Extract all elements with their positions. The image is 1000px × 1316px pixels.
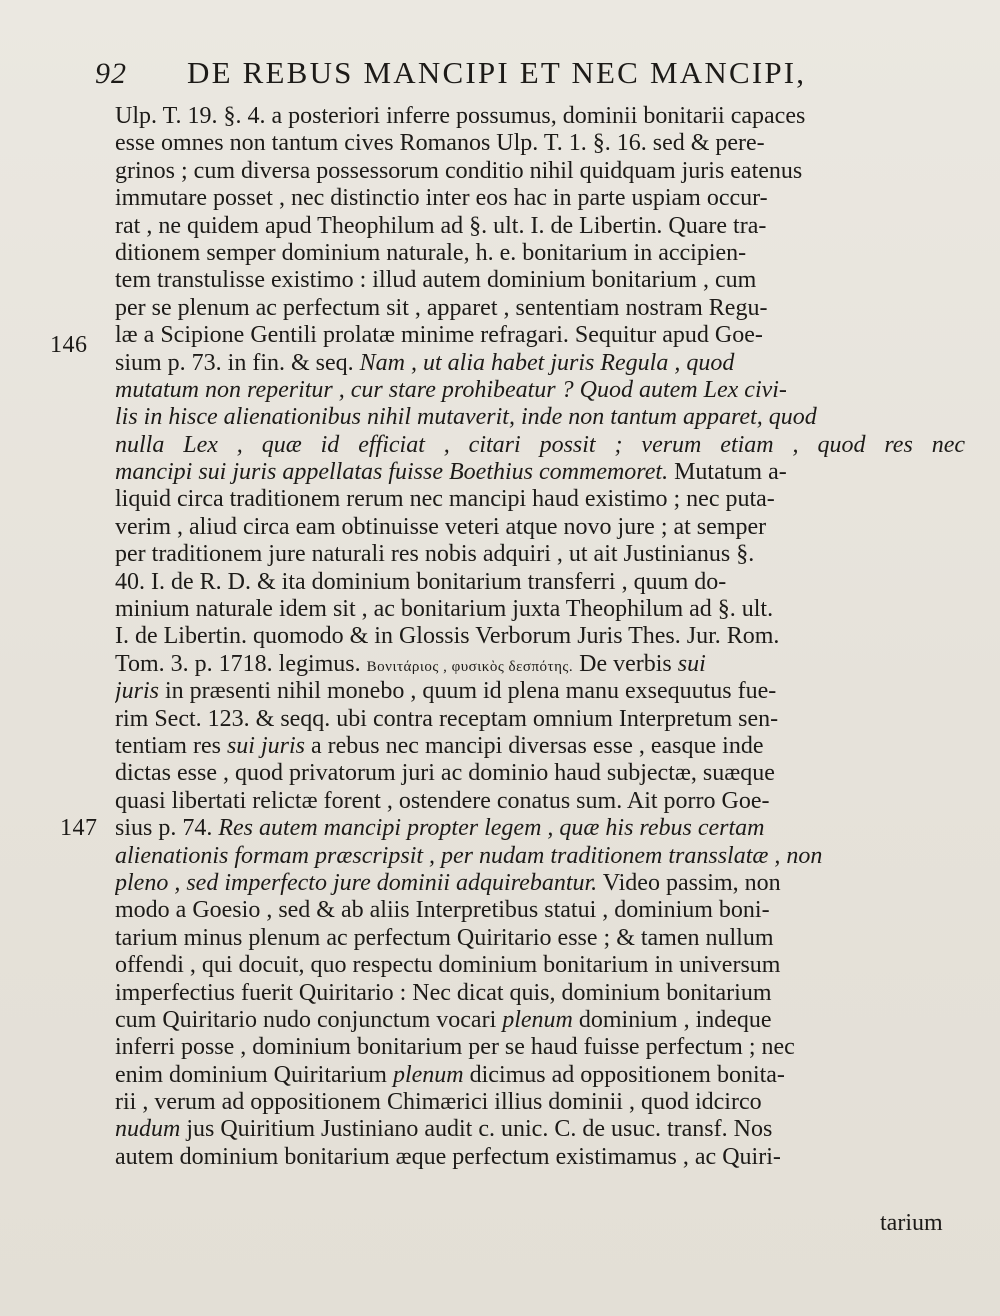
running-head: DE REBUS MANCIPI ET NEC MANCIPI, (187, 55, 807, 90)
text-line (115, 952, 965, 979)
roman-text: 40. I. de R. D. & ita dominium bonitarium transferri , quum do- (115, 568, 727, 595)
italic-text: Nam , ut alia habet juris Regula , quod (359, 349, 735, 376)
text-line (115, 815, 965, 842)
roman-text: enim dominium Quiritarium (115, 1061, 393, 1088)
italic-text: nudum (115, 1116, 181, 1143)
text-line (115, 322, 965, 349)
text-line (115, 267, 965, 294)
italic-text: lis in hisce alienationibus nihil mutaverit, inde non tantum apparet, quod (115, 404, 817, 431)
text-line (115, 706, 965, 733)
text-line (115, 1116, 965, 1143)
roman-text: Video passim, non (597, 869, 781, 896)
text-line (115, 295, 965, 322)
roman-text: per se plenum ac perfectum sit , apparet , sententiam nostram Regu- (115, 294, 768, 321)
text-line (115, 651, 965, 678)
text-line (115, 240, 965, 267)
text-line (115, 541, 965, 568)
text-line (115, 486, 965, 513)
text-line (115, 1062, 965, 1089)
text-line (115, 459, 965, 486)
text-line (115, 185, 965, 212)
italic-text: Res autem mancipi propter legem , quæ his rebus certam (218, 815, 765, 842)
roman-text: læ a Scipione Gentili prolatæ minime refragari. Sequitur apud Goe- (115, 322, 763, 349)
text-line (115, 158, 965, 185)
text-line (115, 377, 965, 404)
text-line (115, 733, 965, 760)
roman-text: cum Quiritario nudo conjunctum vocari (115, 1006, 503, 1033)
text-line (115, 980, 965, 1007)
italic-text: plenum (392, 1061, 464, 1088)
roman-text: dictas esse , quod privatorum juri ac dominio haud subjectæ, suæque (115, 760, 775, 787)
greek-text: Βονιτάριος , φυσικὸς δεσπότης. (366, 658, 574, 675)
italic-text: sui (677, 650, 706, 677)
roman-text: tentiam res (115, 732, 227, 759)
catchword: tarium (880, 1210, 943, 1236)
roman-text: Ulp. T. 19. §. 4. a posteriori inferre possumus, dominii bonitarii capaces (115, 103, 806, 129)
roman-text: autem dominium bonitarium æque perfectum existimamus , ac Quiri- (115, 1143, 781, 1170)
text-line (115, 514, 965, 541)
roman-text: grinos ; cum diversa possessorum conditio nihil quidquam juris eatenus (115, 157, 803, 184)
italic-text: mutatum non reperitur , cur stare prohibeatur ? Quod autem Lex civi- (115, 376, 787, 403)
roman-text: verim , aliud circa eam obtinuisse veteri atque novo jure ; at semper (115, 513, 767, 540)
text-line (115, 432, 965, 459)
text-line (115, 1089, 965, 1116)
roman-text: sium p. 73. in fin. & seq. (115, 349, 360, 376)
roman-text: in præsenti nihil monebo , quum id plena manu exsequutus fue- (159, 678, 777, 705)
text-line (115, 404, 965, 431)
text-line (115, 843, 965, 870)
roman-text: inferri posse , dominium bonitarium per se haud fuisse perfectum ; nec (115, 1034, 795, 1061)
roman-text: offendi , qui docuit, quo respectu dominium bonitarium in universum (115, 952, 781, 979)
roman-text: liquid circa traditionem rerum nec mancipi haud existimo ; nec puta- (115, 486, 775, 513)
italic-text: mancipi sui juris appellatas fuisse Boethius commemoret. (115, 459, 669, 486)
text-line (115, 213, 965, 240)
italic-text: juris (115, 678, 160, 705)
text-line (115, 1144, 965, 1171)
text-line (115, 1034, 965, 1061)
text-line (115, 760, 965, 787)
margin-number-146: 146 (50, 332, 88, 358)
roman-text: sius p. 74. (115, 815, 219, 842)
italic-text: nulla Lex , quæ id efficiat , citari possit ; verum etiam , quod res nec (115, 431, 965, 458)
text-line (115, 623, 965, 650)
text-line (115, 596, 965, 623)
roman-text: minium naturale idem sit , ac bonitarium juxta Theophilum ad §. ult. (115, 596, 774, 623)
roman-text: rat , ne quidem apud Theophilum ad §. ult. I. de Libertin. Quare tra- (115, 212, 767, 239)
roman-text: Tom. 3. p. 1718. legimus. (115, 650, 367, 677)
text-line (115, 870, 965, 897)
italic-text: plenum (502, 1006, 573, 1033)
roman-text: a rebus nec mancipi diversas esse , easque inde (305, 732, 764, 759)
roman-text: modo a Goesio , sed & ab aliis Interpretibus statui , dominium boni- (115, 897, 770, 924)
roman-text: tarium minus plenum ac perfectum Quiritario esse ; & tamen nullum (115, 924, 774, 951)
roman-text: rim Sect. 123. & seqq. ubi contra receptam omnium Interpretum sen- (115, 705, 779, 732)
roman-text: esse omnes non tantum cives Romanos Ulp. T. 1. §. 16. sed & pere- (115, 130, 765, 157)
text-line (115, 130, 965, 157)
italic-text: alienationis formam præscripsit , per nudam traditionem transslatæ , non (115, 842, 823, 869)
roman-text: dominium , indeque (572, 1006, 772, 1033)
page-number: 92 (95, 57, 127, 90)
roman-text: ditionem semper dominium naturale, h. e. bonitarium in accipien- (115, 239, 747, 266)
roman-text: tem transtulisse existimo : illud autem dominium bonitarium , cum (115, 267, 757, 294)
text-line (115, 350, 965, 377)
roman-text: per traditionem jure naturali res nobis adquiri , ut ait Justinianus §. (115, 541, 755, 568)
text-line (115, 788, 965, 815)
roman-text: Mutatum a- (668, 459, 787, 486)
italic-text: sui juris (226, 732, 305, 759)
text-line (115, 897, 965, 924)
roman-text: imperfectius fuerit Quiritario : Nec dicat quis, dominium bonitarium (115, 979, 772, 1006)
roman-text: De verbis (573, 650, 678, 677)
roman-text: immutare posset , nec distinctio inter eos hac in parte uspiam occur- (115, 185, 768, 212)
roman-text: I. de Libertin. quomodo & in Glossis Verborum Juris Thes. Jur. Rom. (115, 623, 780, 650)
body-text (115, 103, 965, 1171)
text-line (115, 103, 965, 130)
roman-text: rii , verum ad oppositionem Chimærici illius dominii , quod idcirco (115, 1089, 762, 1116)
text-line (115, 1007, 965, 1034)
text-line (115, 925, 965, 952)
roman-text: jus Quiritium Justiniano audit c. unic. C. de usuc. transf. Nos (180, 1116, 773, 1143)
roman-text: quasi libertati relictæ forent , ostendere conatus sum. Ait porro Goe- (115, 787, 770, 814)
margin-number-147: 147 (60, 815, 98, 841)
text-line (115, 569, 965, 596)
italic-text: pleno , sed imperfecto jure dominii adquirebantur. (115, 869, 598, 896)
roman-text: dicimus ad oppositionem bonita- (463, 1061, 785, 1088)
page-header (95, 55, 955, 95)
text-line (115, 678, 965, 705)
